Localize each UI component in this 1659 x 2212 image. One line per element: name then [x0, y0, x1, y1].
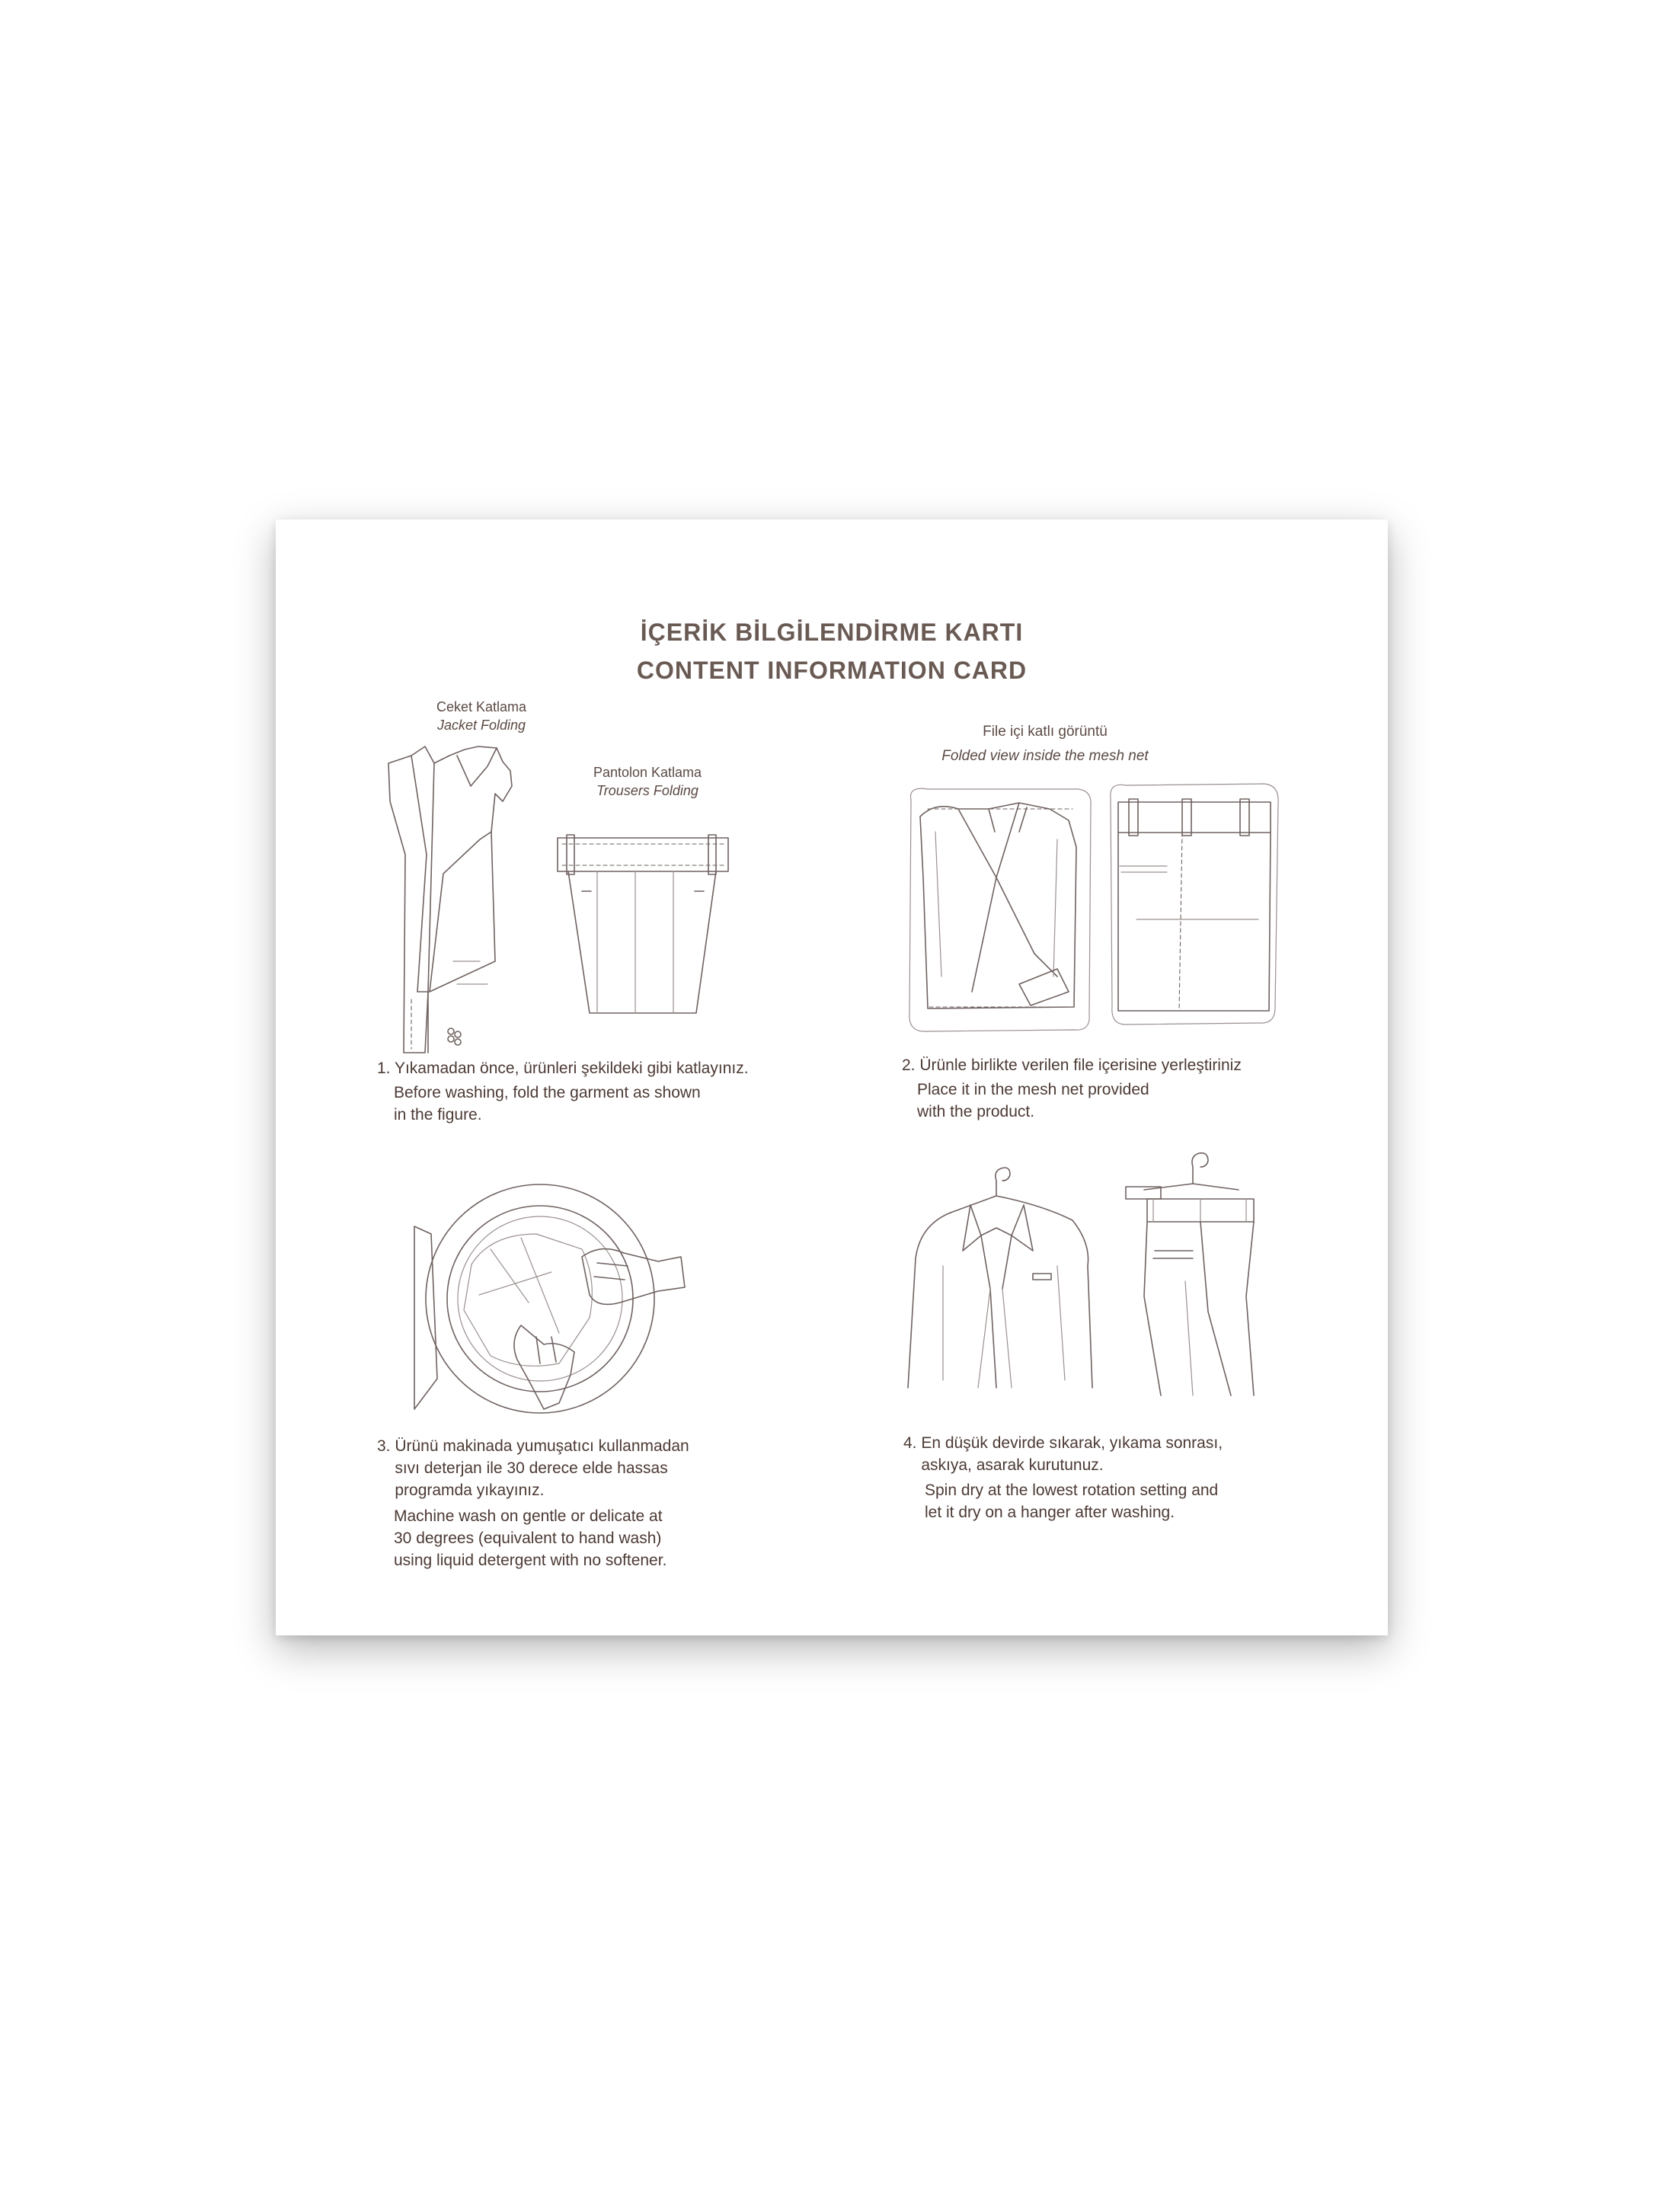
step-2-en: Place it in the mesh net provided with the product. [917, 1081, 1149, 1120]
trousers-on-hanger-icon [1117, 1144, 1261, 1395]
net-caption-tr: File içi katlı görüntü [983, 724, 1108, 740]
jacket-caption-tr: Ceket Katlama [436, 699, 527, 714]
step-3-en: Machine wash on gentle or delicate at 30 degrees (equivalent to hand wash) using liquid detergent with no softener. [394, 1507, 667, 1569]
step-2-tr: 2. Ürünle birlikte verilen file içerisine yerleştiriniz [902, 1056, 1242, 1074]
card-title-en: CONTENT INFORMATION CARD [636, 657, 1028, 684]
folded-jacket-icon [381, 740, 526, 1060]
card-title-tr: İÇERİK BİLGİLENDİRME KARTI [640, 619, 1024, 646]
step-4-en: Spin dry at the lowest rotation setting and let it dry on a hanger after washing. [925, 1482, 1219, 1521]
jacket-on-hanger-icon [905, 1152, 1095, 1395]
washing-machine-drum-icon [407, 1181, 727, 1424]
trousers-caption-en: Trousers Folding [596, 783, 698, 798]
net-caption-en: Folded view inside the mesh net [941, 748, 1149, 764]
trousers-in-net-icon [1106, 782, 1281, 1026]
trousers-caption-tr: Pantolon Katlama [593, 765, 702, 780]
jacket-in-net-icon [905, 786, 1095, 1037]
folded-trousers-icon [551, 830, 734, 1028]
step-3-tr: 3. Ürünü makinada yumuşatıcı kullanmadan sıvı deterjan ile 30 derece elde hassas programda yıkayınız. [377, 1437, 689, 1499]
step-1-tr: 1. Yıkamadan önce, ürünleri şekildeki gibi katlayınız. [377, 1060, 749, 1077]
jacket-caption-en: Jacket Folding [436, 718, 526, 733]
step-4-tr: 4. En düşük devirde sıkarak, yıkama sonrası, askıya, asarak kurutunuz. [903, 1434, 1223, 1474]
step-1-en: Before washing, fold the garment as shown in the figure. [394, 1084, 701, 1124]
content-information-card [276, 519, 1388, 1635]
